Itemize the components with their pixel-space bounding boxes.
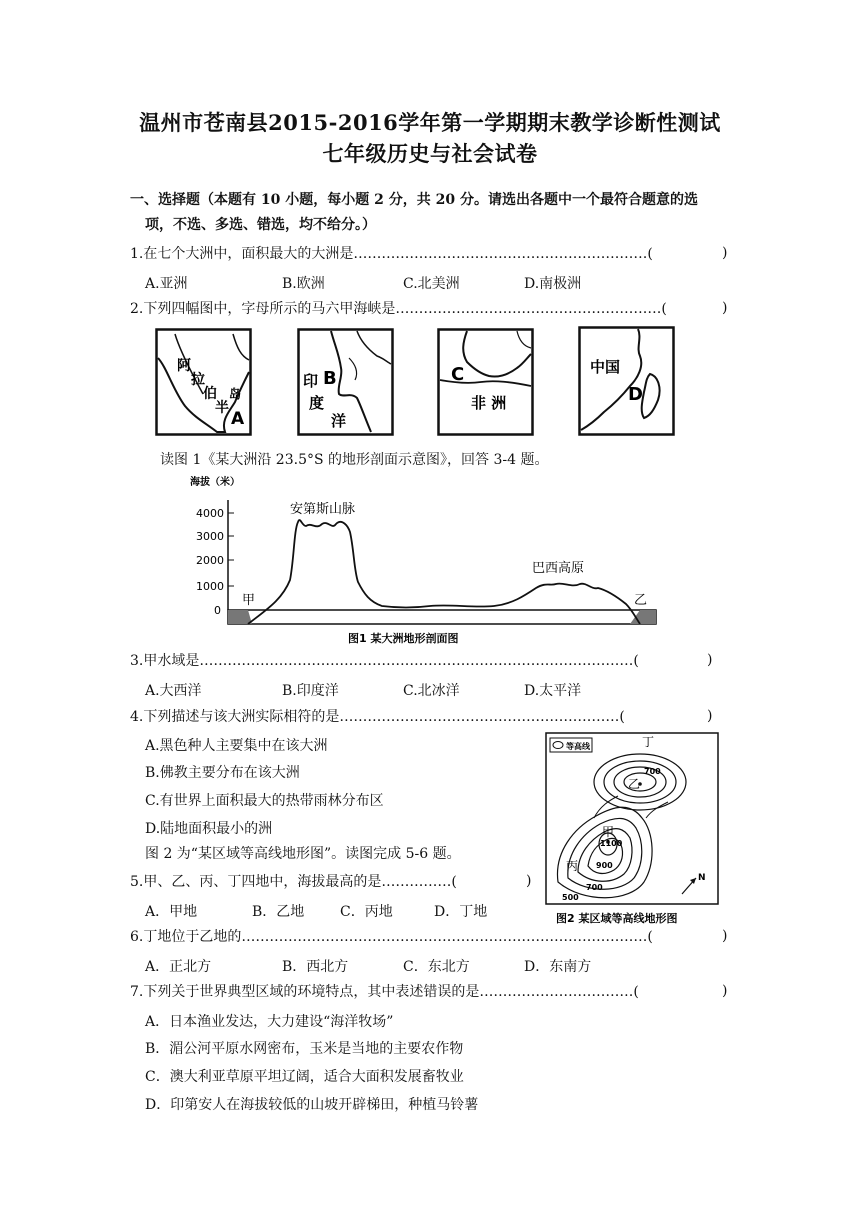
section-heading: 一、选择题（本题有 10 小题，每小题 2 分，共 20 分。请选出各题中一个最符合题意的选 bbox=[130, 192, 698, 208]
fig2-label-ding: 丁 bbox=[642, 735, 655, 749]
fig2-label-yi: 乙 bbox=[628, 777, 641, 791]
q5-option-b: B．乙地 bbox=[252, 904, 305, 920]
fig1-label-yi: 乙 bbox=[634, 593, 648, 608]
fig2-legend: 等高线 bbox=[566, 742, 590, 751]
q4-option-a: A.黑色种人主要集中在该大洲 bbox=[145, 738, 328, 754]
figure-1-profile bbox=[186, 470, 666, 648]
q7-option-a: A．日本渔业发达，大力建设“海洋牧场” bbox=[145, 1014, 394, 1030]
q6-option-b: B．西北方 bbox=[282, 959, 349, 975]
map-b-letter: B bbox=[323, 368, 337, 389]
question-6: 6.丁地位于乙地的……………………………………………………………………………( bbox=[130, 929, 653, 945]
question-1: 1.在七个大洲中，面积最大的大洲是………………………………………………………( bbox=[130, 246, 653, 262]
fig1-ylabel: 海拔（米） bbox=[190, 477, 240, 488]
q1-option-c: C.北美洲 bbox=[403, 276, 460, 292]
q3-option-b: B.印度洋 bbox=[282, 683, 339, 699]
q4-option-d: D.陆地面积最小的洲 bbox=[145, 821, 273, 837]
q1-option-a: A.亚洲 bbox=[145, 276, 188, 292]
fig1-tick-1000: 1000 bbox=[196, 580, 224, 593]
map-b-label-du: 度 bbox=[309, 394, 325, 412]
fig1-tick-0: 0 bbox=[214, 604, 221, 617]
q3-option-c: C.北冰洋 bbox=[403, 683, 460, 699]
fig2-label-700-north: 700 bbox=[644, 767, 661, 776]
q1-option-d: D.南极洲 bbox=[524, 276, 582, 292]
map-b bbox=[297, 328, 394, 436]
answer-paren-6: ) bbox=[722, 928, 728, 944]
map-a-label-a1: 阿 bbox=[177, 358, 191, 374]
read-figure-2: 图 2 为“某区域等高线地形图”。读图完成 5-6 题。 bbox=[145, 846, 461, 862]
fig2-label-1100: 1100 bbox=[600, 839, 623, 848]
answer-paren-4: ) bbox=[707, 708, 713, 724]
fig2-label-500: 500 bbox=[562, 893, 579, 902]
map-a-label-a2: 拉 bbox=[191, 372, 205, 388]
q5-option-d: D．丁地 bbox=[434, 904, 488, 920]
map-a-label-a5: 岛 bbox=[229, 387, 242, 401]
read-figure-1: 读图 1《某大洲沿 23.5°S 的地形剖面示意图》，回答 3-4 题。 bbox=[160, 452, 549, 468]
map-b-label-yin: 印 bbox=[303, 372, 319, 390]
fig1-label-brazil: 巴西高原 bbox=[532, 561, 585, 576]
map-a-label-a4: 半 bbox=[215, 400, 229, 416]
map-a bbox=[155, 328, 252, 436]
answer-paren-3: ) bbox=[707, 652, 713, 668]
fig2-label-jia: 甲 bbox=[602, 825, 615, 839]
fig1-label-andes: 安第斯山脉 bbox=[290, 502, 356, 517]
map-a-label-a3: 伯 bbox=[203, 386, 217, 402]
q5-option-a: A．甲地 bbox=[145, 904, 198, 920]
fig2-label-700-south: 700 bbox=[586, 883, 603, 892]
map-c-label-africa: 非 洲 bbox=[471, 394, 507, 412]
fig1-tick-2000: 2000 bbox=[196, 554, 224, 567]
exam-title: 温州市苍南县2015-2016学年第一学期期末教学诊断性测试 bbox=[139, 110, 721, 135]
fig1-tick-3000: 3000 bbox=[196, 530, 224, 543]
q7-option-b: B．湄公河平原水网密布，玉米是当地的主要农作物 bbox=[145, 1041, 464, 1057]
fig2-label-bing: 丙 bbox=[566, 859, 579, 873]
map-d-label-china: 中国 bbox=[590, 358, 621, 376]
figure-2-contour bbox=[544, 732, 720, 928]
q6-option-c: C．东北方 bbox=[403, 959, 470, 975]
q7-option-c: C．澳大利亚草原平坦辽阔，适合大面积发展畜牧业 bbox=[145, 1069, 464, 1085]
map-c-letter: C bbox=[451, 364, 465, 385]
q1-option-b: B.欧洲 bbox=[282, 276, 325, 292]
answer-paren-2: ) bbox=[722, 300, 728, 316]
map-a-letter: A bbox=[231, 409, 245, 429]
q4-option-c: C.有世界上面积最大的热带雨林分布区 bbox=[145, 793, 384, 809]
fig2-label-900: 900 bbox=[596, 861, 613, 870]
answer-paren-7: ) bbox=[722, 983, 728, 999]
q3-option-d: D.太平洋 bbox=[524, 683, 582, 699]
question-4: 4.下列描述与该大洲实际相符的是……………………………………………………( bbox=[130, 709, 625, 725]
fig2-caption: 图2 某区域等高线地形图 bbox=[556, 912, 678, 925]
map-d bbox=[578, 326, 675, 436]
fig1-tick-4000: 4000 bbox=[196, 507, 224, 520]
q6-option-a: A．正北方 bbox=[145, 959, 212, 975]
question-2: 2.下列四幅图中，字母所示的马六甲海峡是…………………………………………………( bbox=[130, 301, 667, 317]
question-7: 7.下列关于世界典型区域的环境特点，其中表述错误的是……………………………( bbox=[130, 984, 639, 1000]
map-d-letter: D bbox=[628, 384, 643, 405]
answer-paren-1: ) bbox=[722, 245, 728, 261]
question-3: 3.甲水域是…………………………………………………………………………………( bbox=[130, 653, 639, 669]
question-5: 5.甲、乙、丙、丁四地中，海拔最高的是……………( bbox=[130, 874, 457, 890]
fig2-north-arrow: N bbox=[698, 873, 706, 883]
map-b-label-yang: 洋 bbox=[331, 412, 347, 430]
fig1-caption: 图1 某大洲地形剖面图 bbox=[348, 632, 459, 645]
exam-subtitle: 七年级历史与社会试卷 bbox=[322, 141, 538, 166]
q3-option-a: A.大西洋 bbox=[145, 683, 202, 699]
fig1-label-jia: 甲 bbox=[242, 593, 256, 608]
section-heading-cont: 项，不选、多选、错选，均不给分。） bbox=[145, 217, 376, 233]
answer-paren-5: ) bbox=[526, 873, 532, 889]
q4-option-b: B.佛教主要分布在该大洲 bbox=[145, 765, 300, 781]
q5-option-c: C．丙地 bbox=[340, 904, 393, 920]
map-c bbox=[437, 328, 534, 436]
q6-option-d: D．东南方 bbox=[524, 959, 592, 975]
q7-option-d: D．印第安人在海拔较低的山坡开辟梯田，种植马铃薯 bbox=[145, 1097, 479, 1113]
